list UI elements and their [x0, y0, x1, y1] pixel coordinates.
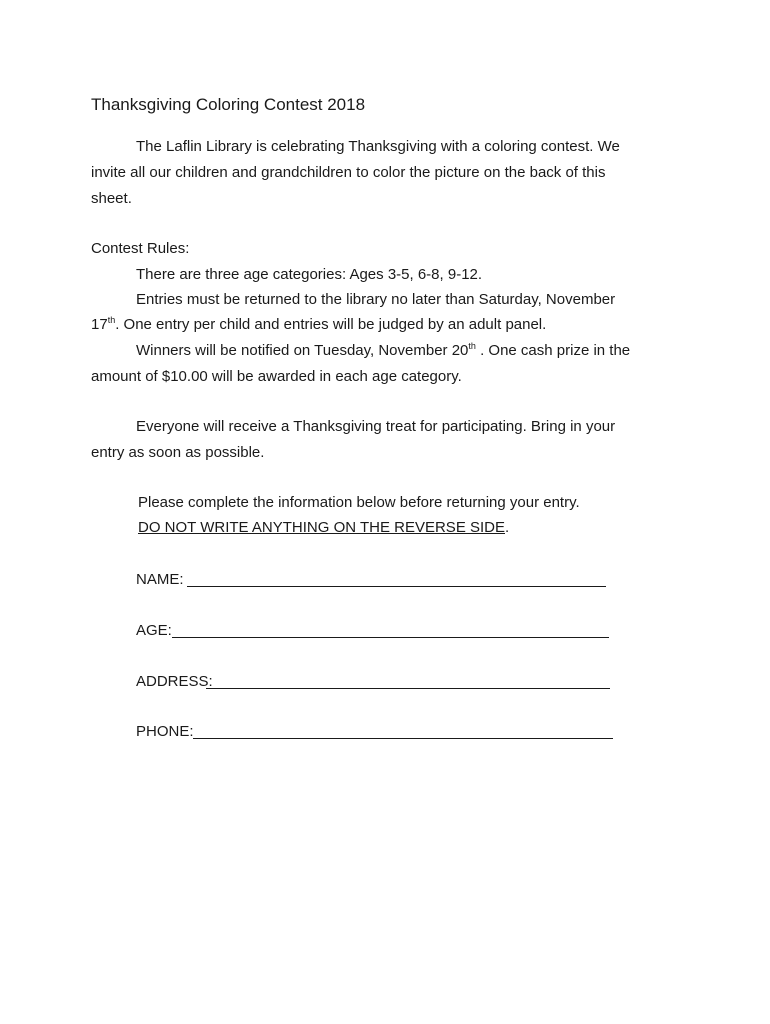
treat-line-1: Everyone will receive a Thanksgiving treat for participating. Bring in your	[136, 418, 616, 435]
rules-entries-line-1: Entries must be returned to the library no later than Saturday, November	[136, 291, 616, 308]
treat-line-2: entry as soon as possible.	[91, 444, 265, 461]
winners-day-suffix: th	[468, 341, 476, 351]
entries-day: 17	[91, 316, 108, 333]
name-label: NAME:	[136, 571, 184, 588]
rules-winners-line-2: amount of $10.00 will be awarded in each age category.	[91, 368, 462, 385]
entries-rest: . One entry per child and entries will be judged by an adult panel.	[115, 316, 547, 333]
instructions-line: Please complete the information below before returning your entry.	[138, 494, 580, 511]
age-label: AGE:	[136, 622, 172, 639]
intro-line-3: sheet.	[91, 190, 132, 207]
age-field-line[interactable]	[172, 637, 609, 638]
entries-day-suffix: th	[107, 315, 116, 325]
intro-line-2: invite all our children and grandchildren to color the picture on the back of this	[91, 164, 606, 181]
rules-heading: Contest Rules:	[91, 240, 190, 257]
name-field-line[interactable]	[187, 586, 606, 587]
address-label: ADDRESS:	[136, 673, 213, 690]
rules-categories: There are three age categories: Ages 3-5, 6-8, 9-12.	[136, 266, 483, 283]
phone-label: PHONE:	[136, 723, 194, 740]
page-title: Thanksgiving Coloring Contest 2018	[91, 95, 366, 114]
rules-winners-line-1	[136, 341, 630, 361]
intro-line-1: The Laflin Library is celebrating Thanksgiving with a coloring contest. We	[136, 138, 620, 155]
winners-text-a: Winners will be notified on Tuesday, November 20	[136, 342, 469, 359]
rules-entries-line-2	[91, 315, 546, 335]
warning-line	[138, 518, 509, 538]
phone-field-line[interactable]	[193, 738, 613, 739]
address-field-line[interactable]	[206, 688, 610, 689]
warning-period: .	[505, 519, 510, 536]
winners-text-b: . One cash prize in the	[475, 342, 631, 359]
reverse-side-warning: DO NOT WRITE ANYTHING ON THE REVERSE SIDE	[138, 519, 505, 536]
